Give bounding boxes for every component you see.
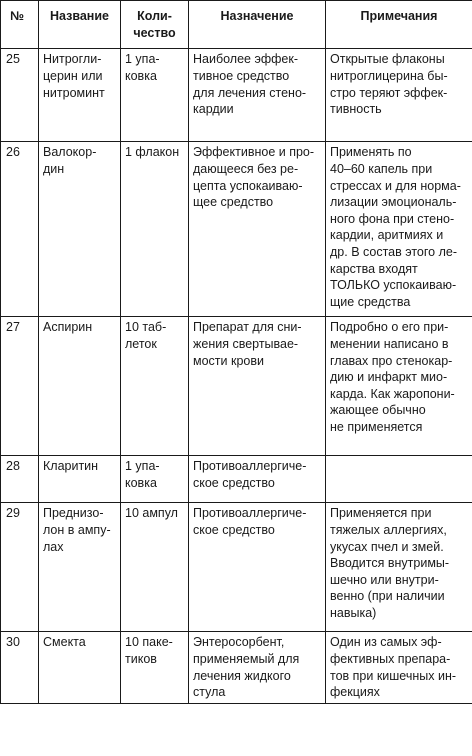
table-row: [1, 456, 472, 503]
row-notes: Подробно о его при- менении написано в главах про стенокар- дию и инфаркт мио- карда. Как жаропони- жающее обычно не применяется: [326, 317, 472, 456]
row-number: 30: [1, 632, 39, 704]
header-purpose: Назначение: [189, 1, 326, 49]
row-purpose: Эффективное и про- дающееся без ре- цепта успокаиваю- щее средство: [189, 142, 326, 317]
row-number: 29: [1, 503, 39, 632]
row-quantity: 1 упа- ковка: [121, 456, 189, 503]
table-row: [1, 317, 472, 456]
header-name: Название: [39, 1, 121, 49]
row-name: Аспирин: [39, 317, 121, 456]
row-notes: Применять по 40–60 капель при стрессах и для норма- лизации эмоциональ- ного фона при стено- кардии, аритмиях и др. В состав этого ле- карства входят ТОЛЬКО успокаиваю- щие средства: [326, 142, 472, 317]
row-purpose: Энтеросорбент, применяемый для лечения жидкого стула: [189, 632, 326, 704]
header-notes: Примечания: [326, 1, 472, 49]
row-notes: Применяется при тяжелых аллергиях, укусах пчел и змей. Вводится внутримы- шечно или внутри- венно (при наличии навыка): [326, 503, 472, 632]
row-quantity: 1 упа- ковка: [121, 49, 189, 142]
row-quantity: 1 флакон: [121, 142, 189, 317]
row-number: 28: [1, 456, 39, 503]
row-notes: Открытые флаконы нитроглицерина бы- стро теряют эффек- тивность: [326, 49, 472, 142]
header-quantity: Коли- чество: [121, 1, 189, 49]
row-name: Смекта: [39, 632, 121, 704]
table-row: [1, 142, 472, 317]
table-row: [1, 632, 472, 704]
row-purpose: Наиболее эффек- тивное средство для лечения стено- кардии: [189, 49, 326, 142]
row-quantity: 10 ампул: [121, 503, 189, 632]
row-notes: [326, 456, 472, 503]
row-name: Кларитин: [39, 456, 121, 503]
header-number: №: [1, 1, 39, 49]
row-number: 25: [1, 49, 39, 142]
row-purpose: Препарат для сни- жения свертывае- мости крови: [189, 317, 326, 456]
row-quantity: 10 таб- леток: [121, 317, 189, 456]
table-row: [1, 49, 472, 142]
row-notes: Один из самых эф- фективных препара- тов при кишечных ин- фекциях: [326, 632, 472, 704]
table-header-row: [1, 1, 472, 49]
row-purpose: Противоаллергиче- ское средство: [189, 456, 326, 503]
row-number: 27: [1, 317, 39, 456]
row-number: 26: [1, 142, 39, 317]
table-row: [1, 503, 472, 632]
row-name: Нитрогли- церин или нитроминт: [39, 49, 121, 142]
row-name: Преднизо- лон в ампу- лах: [39, 503, 121, 632]
row-purpose: Противоаллергиче- ское средство: [189, 503, 326, 632]
row-name: Валокор- дин: [39, 142, 121, 317]
row-quantity: 10 паке- тиков: [121, 632, 189, 704]
